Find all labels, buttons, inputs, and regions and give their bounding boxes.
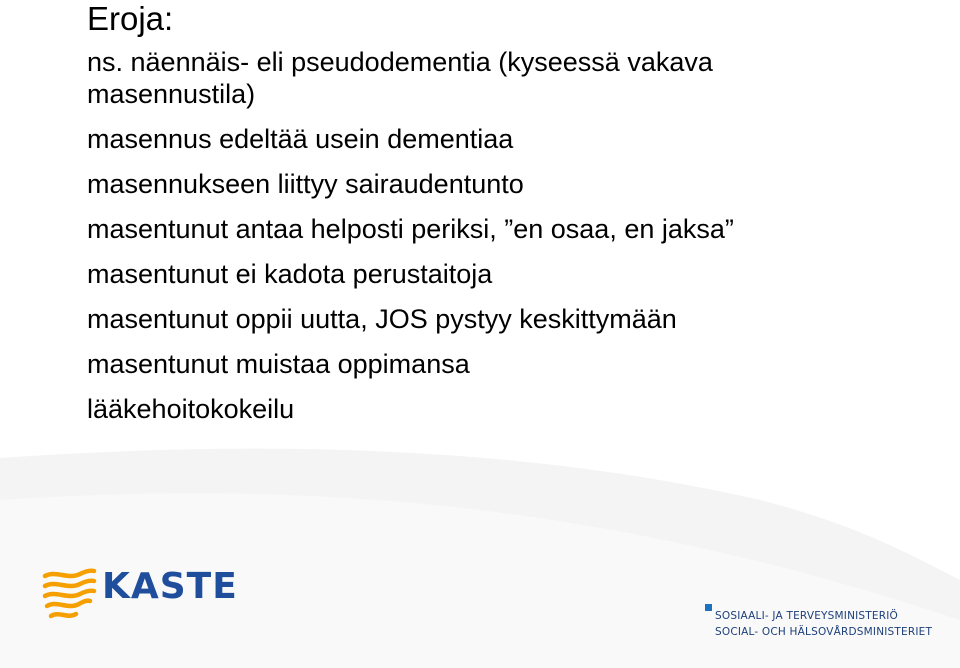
bullet-item: masentunut antaa helposti periksi, ”en osaa, en jaksa” <box>87 214 734 244</box>
bullet-list <box>87 46 734 425</box>
ministry-logo <box>705 604 945 644</box>
bullet-item: masentunut muistaa oppimansa <box>87 349 470 379</box>
ministry-name-finnish: SOSIAALI- JA TERVEYSMINISTERIÖ <box>715 610 898 622</box>
kaste-logo <box>42 566 238 626</box>
bullet-item: ns. näennäis- eli pseudodementia (kyseessä vakava <box>87 47 713 77</box>
bullet-item: masennus edeltää usein dementiaa <box>87 124 514 154</box>
bullet-item: masentunut ei kadota perustaitoja <box>87 259 493 289</box>
slide-title: Eroja: <box>87 0 174 37</box>
ministry-name-swedish: SOCIAL- OCH HÄLSOVÅRDSMINISTERIET <box>715 626 933 638</box>
kaste-wordmark: KASTE <box>102 566 238 607</box>
ministry-square-icon <box>705 604 712 611</box>
bullet-item: masennukseen liittyy sairaudentunto <box>87 169 524 199</box>
bullet-item: lääkehoitokokeilu <box>87 394 295 424</box>
bullet-item: masennustila) <box>87 79 256 109</box>
bullet-item: masentunut oppii uutta, JOS pystyy keskittymään <box>87 304 677 334</box>
kaste-wave-mark-icon <box>42 566 98 624</box>
